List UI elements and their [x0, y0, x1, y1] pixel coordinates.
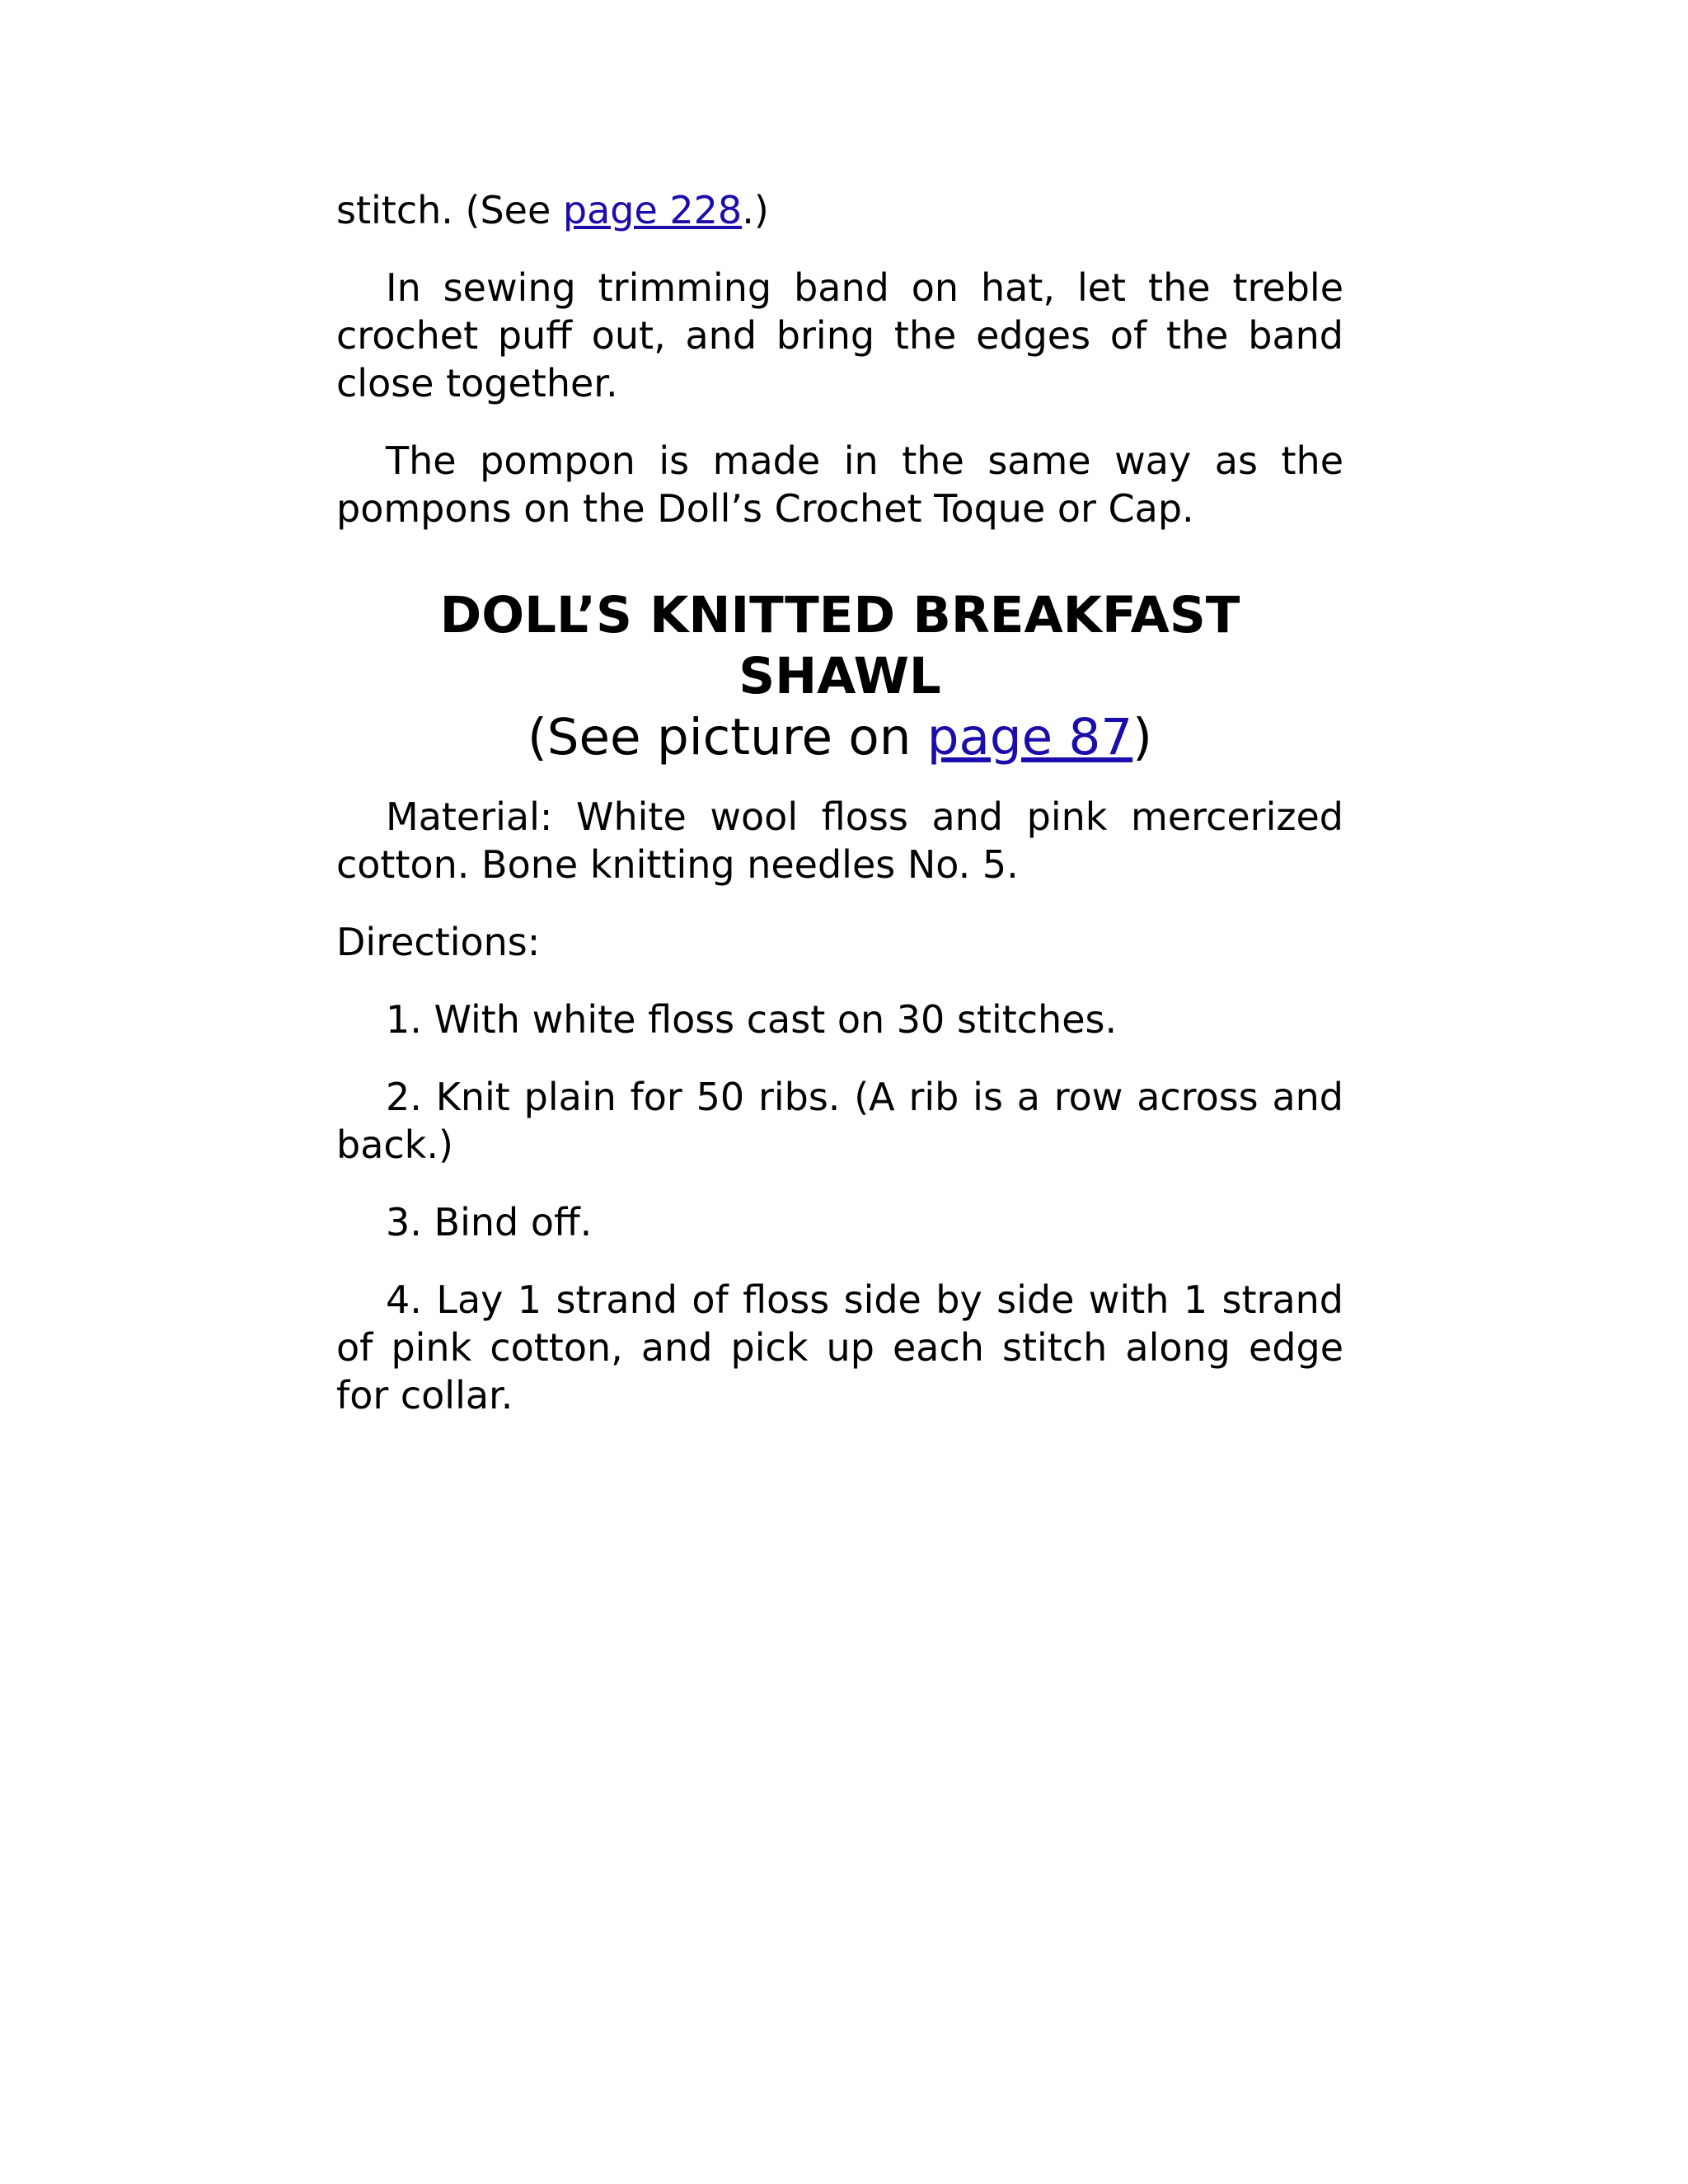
intro-paragraph-3: The pompon is made in the same way as the pompons on the Doll’s Crochet Toque or Cap.: [336, 438, 1343, 531]
directions-label: Directions:: [336, 920, 541, 964]
step-3: 3. Bind off.: [386, 1200, 593, 1244]
section-subtitle: [336, 707, 1343, 768]
section-heading: [336, 585, 1343, 768]
page-87-link[interactable]: page 87: [926, 708, 1133, 766]
step-1: 1. With white floss cast on 30 stitches.: [386, 997, 1118, 1042]
document-page: [336, 186, 1343, 1449]
intro-paragraph-2: In sewing trimming band on hat, let the treble crochet puff out, and bring the edges of the band close together.: [336, 265, 1343, 405]
material-paragraph: Material: White wool floss and pink mercerized cotton. Bone knitting needles No. 5.: [336, 794, 1343, 887]
page-228-link[interactable]: page 228: [562, 188, 743, 232]
subtitle-text-after-link: ): [1132, 708, 1152, 766]
intro-text-before-link: stitch. (See: [336, 188, 563, 232]
section-title: DOLL’S KNITTED BREAKFAST SHAWL: [439, 586, 1240, 705]
subtitle-text-before-link: (See picture on: [528, 708, 927, 766]
step-2: 2. Knit plain for 50 ribs. (A rib is a row across and back.): [336, 1075, 1343, 1167]
intro-paragraph-1: [336, 186, 1343, 234]
step-4: 4. Lay 1 strand of floss side by side with 1 strand of pink cotton, and pick up each stitch along edge for collar.: [336, 1277, 1343, 1418]
intro-text-after-link: .): [742, 188, 769, 232]
